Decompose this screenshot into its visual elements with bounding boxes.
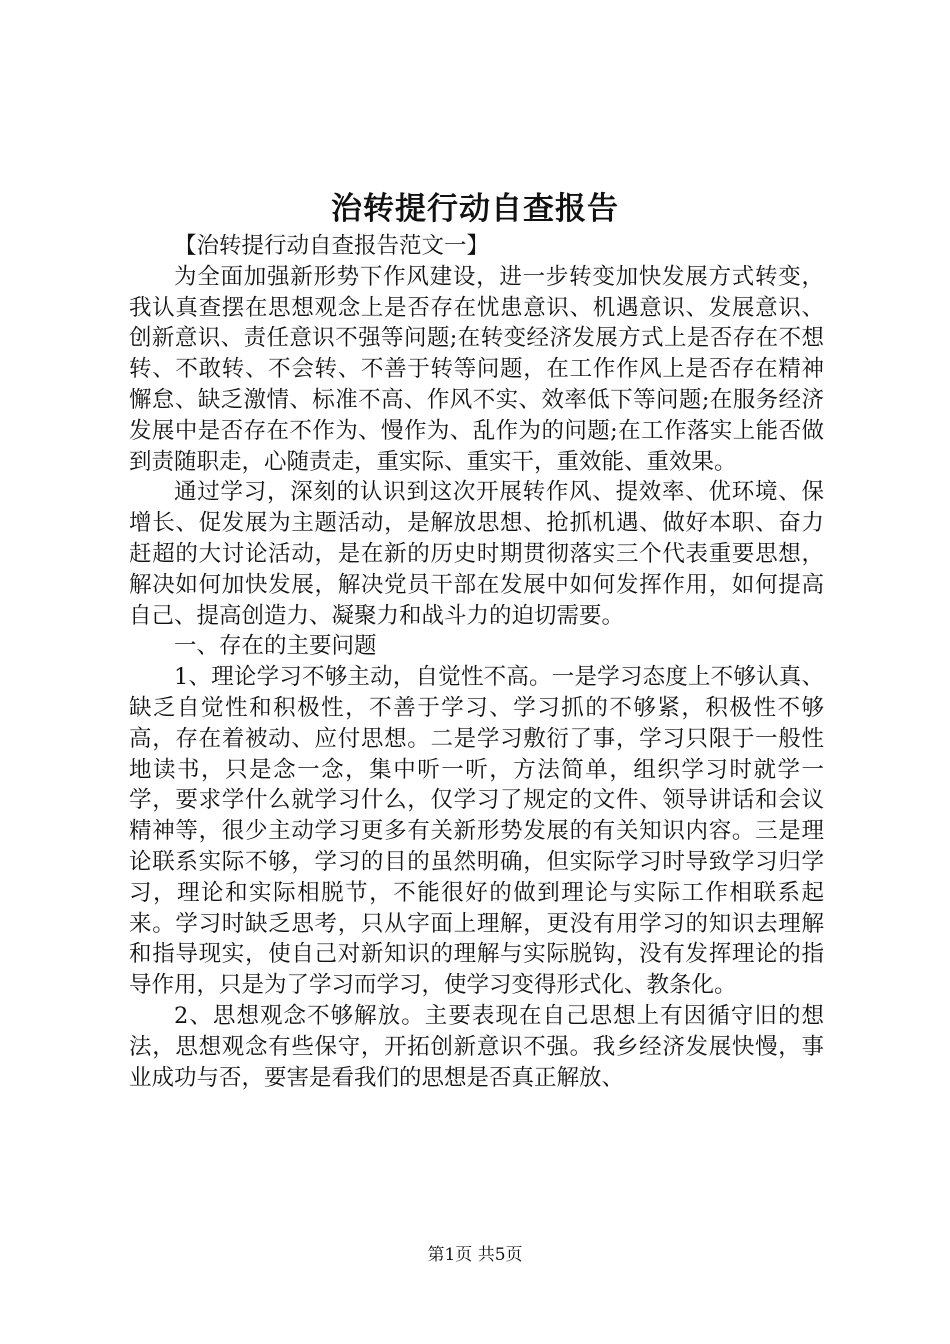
document-title: 治转提行动自查报告 (331, 191, 619, 227)
section-heading-sample-one: 【治转提行动自查报告范文一】 (174, 233, 490, 259)
paragraph-learning: 通过学习，深刻的认识到这次开展转作风、提效率、优环境、保增长、促发展为主题活动，是解放思想、抢抓机遇、做好本职、奋力赶超的大讨论活动，是在新的历史时期贯彻落实三个代表重要思想，解决如何加快发展，解决党员干部在发展中如何发挥作用，如何提高自己、提高创造力、凝聚力和战斗力的迫切需要。 (129, 479, 824, 629)
paragraph-intro: 为全面加强新形势下作风建设，进一步转变加快发展方式转变，我认真查摆在思想观念上是否存在忧患意识、机遇意识、发展意识、创新意识、责任意识不强等问题;在转变经济发展方式上是否存在不想转、不敢转、不会转、不善于转等问题，在工作作风上是否存在精神懈怠、缺乏激情、标准不高、作风不实、效率低下等问题;在服务经济发展中是否存在不作为、慢作为、乱作为的问题;在工作落实上能否做到责随职走，心随责走，重实际、重实干，重效能、重效果。 (129, 263, 824, 475)
page-footer: 第1页 共5页 (427, 1245, 523, 1265)
document-body (129, 231, 824, 1093)
paragraph-problem-two: 2、思想观念不够解放。主要表现在自己思想上有因循守旧的想法，思想观念有些保守，开拓创新意识不强。我乡经济发展快慢，事业成功与否，要害是看我们的思想是否真正解放、 (129, 1002, 824, 1091)
section-heading-main-problems: 一、存在的主要问题 (174, 633, 377, 660)
paragraph-problem-one: 1、理论学习不够主动，自觉性不高。一是学习态度上不够认真、缺乏自觉性和积极性，不善于学习、学习抓的不够紧，积极性不够高，存在着被动、应付思想。二是学习敷衍了事，学习只限于一般性地读书，只是念一念，集中听一听，方法简单，组织学习时就学一学，要求学什么就学习什么，仅学习了规定的文件、领导讲话和会议精神等，很少主动学习更多有关新形势发展的有关知识内容。三是理论联系实际不够，学习的目的虽然明确，但实际学习时导致学习归学习，理论和实际相脱节，不能很好的做到理论与实际工作相联系起来。学习时缺乏思考，只从字面上理解，更没有用学习的知识去理解和指导现实，使自己对新知识的理解与实际脱钩，没有发挥理论的指导作用，只是为了学习而学习，使学习变得形式化、教条化。 (129, 664, 824, 999)
